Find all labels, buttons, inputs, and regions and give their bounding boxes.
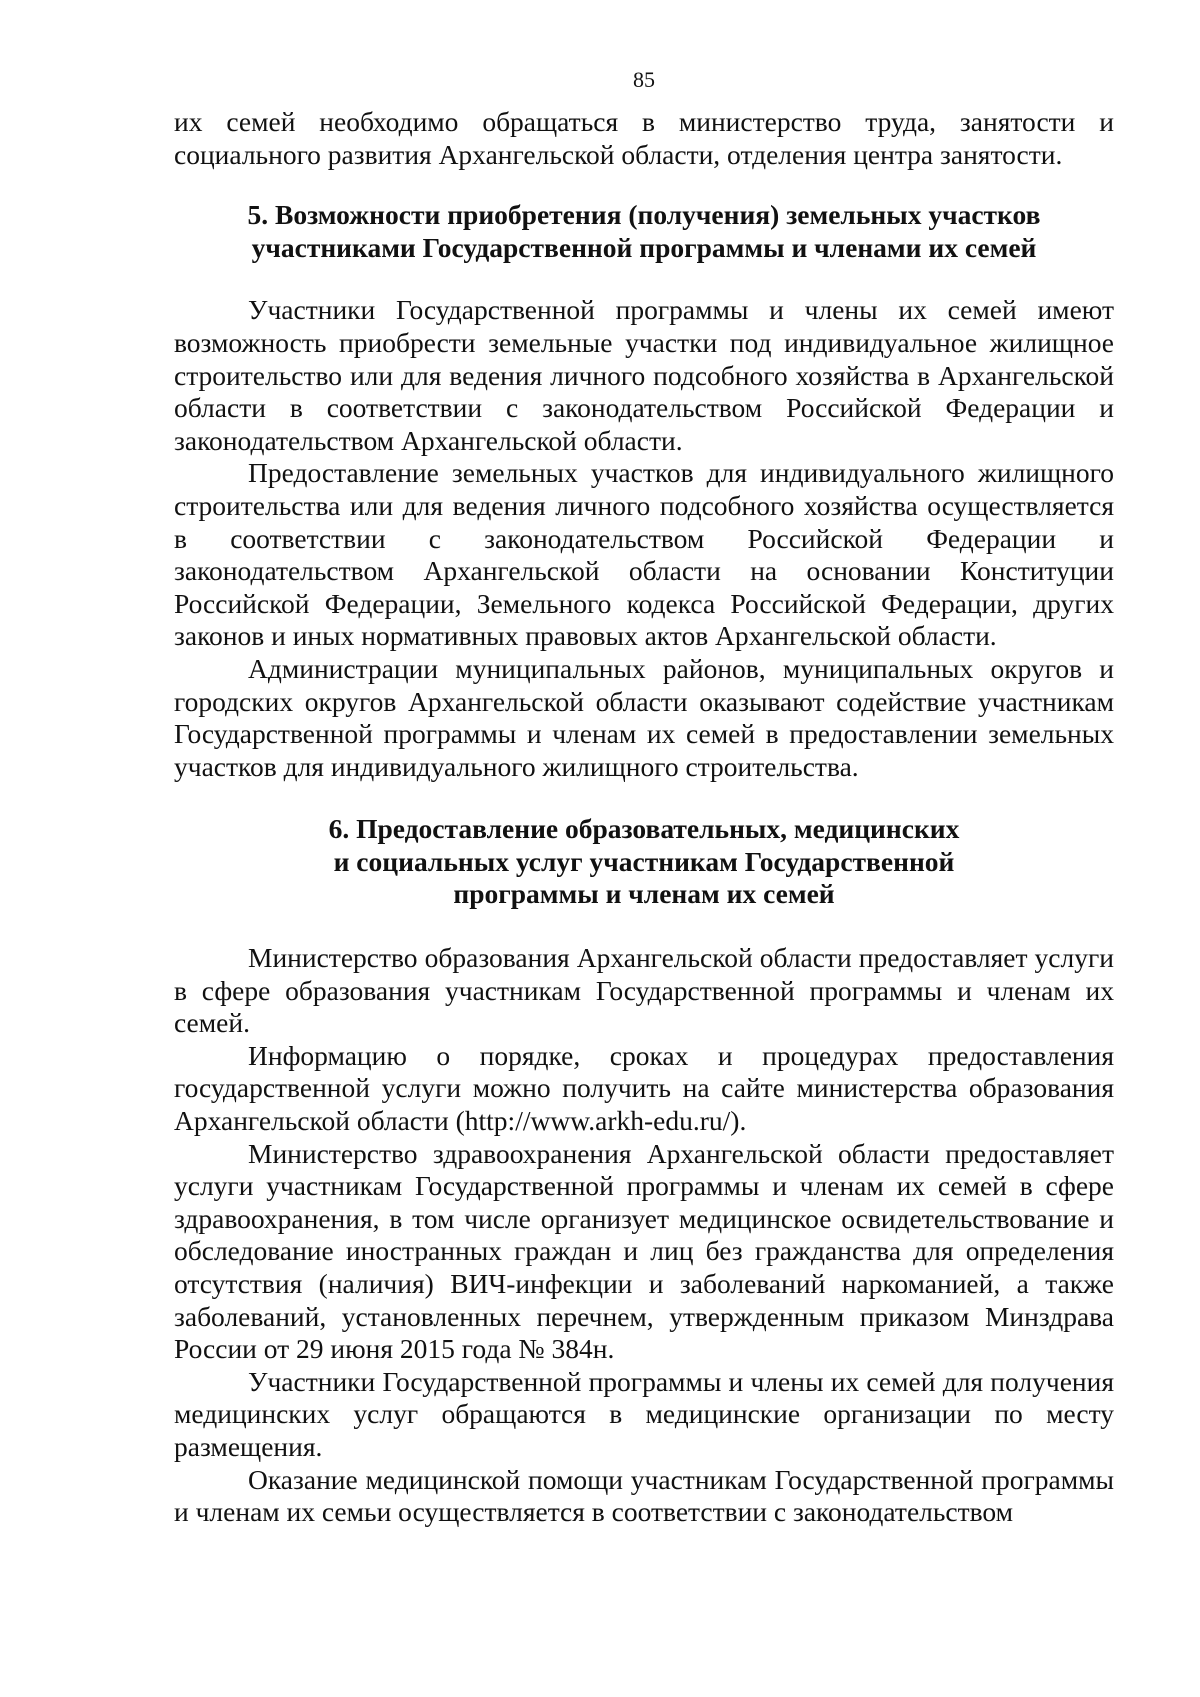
- section-5-heading: [174, 199, 1114, 264]
- intro-paragraph: их семей необходимо обращаться в министерство труда, занятости и социального развития Архангельской области, отделения центра занятости.: [174, 106, 1114, 170]
- section-6-paragraph-5: Оказание медицинской помощи участникам Государственной программы и членам их семьи осуществляется в соответствии с законодательством: [174, 1463, 1114, 1528]
- section-6-paragraph-3: Министерство здравоохранения Архангельской области предоставляет услуги участникам Государственной программы и членам их семей в сфере здравоохранения, в том числе организует медицинское освидетельствование и обследование иностранных граждан и лиц без гражданства для определения отсутствия (наличия) ВИЧ-инфекции и заболеваний наркоманией, а также заболеваний, установленных перечнем, утвержденным приказом Минздрава России от 29 июня 2015 года № 384н.: [174, 1137, 1114, 1365]
- section-6-heading-line-3: программы и членам их семей: [453, 878, 835, 910]
- section-6-paragraph-4: Участники Государственной программы и члены их семей для получения медицинских услуг обращаются в медицинские организации по месту размещения.: [174, 1365, 1114, 1462]
- section-6-heading-line-2: и социальных услуг участникам Государственной: [333, 845, 955, 877]
- section-5-paragraph-3: Администрации муниципальных районов, муниципальных округов и городских округов Архангельской области оказывают содействие участникам Государственной программы и членам их семей в предоставлении земельных участков для индивидуального жилищного строительства.: [174, 652, 1114, 782]
- section-6-paragraph-2: Информацию о порядке, сроках и процедурах предоставления государственной услуги можно получить на сайте министерства образования Архангельской области (http://www.arkh-edu.ru/).: [174, 1039, 1114, 1137]
- section-5-paragraph-1: Участники Государственной программы и члены их семей имеют возможность приобрести земельные участки под индивидуальное жилищное строительство или для ведения личного подсобного хозяйства в Архангельской области в соответствии с законодательством Российской Федерации и законодательством Архангельской области.: [174, 294, 1114, 456]
- section-5-heading-line-1: 5. Возможности приобретения (получения) земельных участков: [247, 199, 1041, 231]
- section-6-heading: [174, 813, 1114, 911]
- section-6-paragraph-1: Министерство образования Архангельской области предоставляет услуги в сфере образования участникам Государственной программы и членам их семей.: [174, 942, 1114, 1039]
- section-5-paragraph-2: Предоставление земельных участков для индивидуального жилищного строительства или для ведения личного подсобного хозяйства осуществляется в соответствии с законодательством Российской Федерации и законодательством Архангельской области на основании Конституции Российской Федерации, Земельного кодекса Российской Федерации, других законов и иных нормативных правовых актов Архангельской области.: [174, 457, 1114, 652]
- document-page: [174, 66, 1114, 1529]
- section-5-heading-line-2: участниками Государственной программы и членами их семей: [251, 231, 1037, 263]
- page-number: 85: [633, 67, 655, 92]
- section-6-heading-line-1: 6. Предоставление образовательных, медицинских: [328, 813, 960, 845]
